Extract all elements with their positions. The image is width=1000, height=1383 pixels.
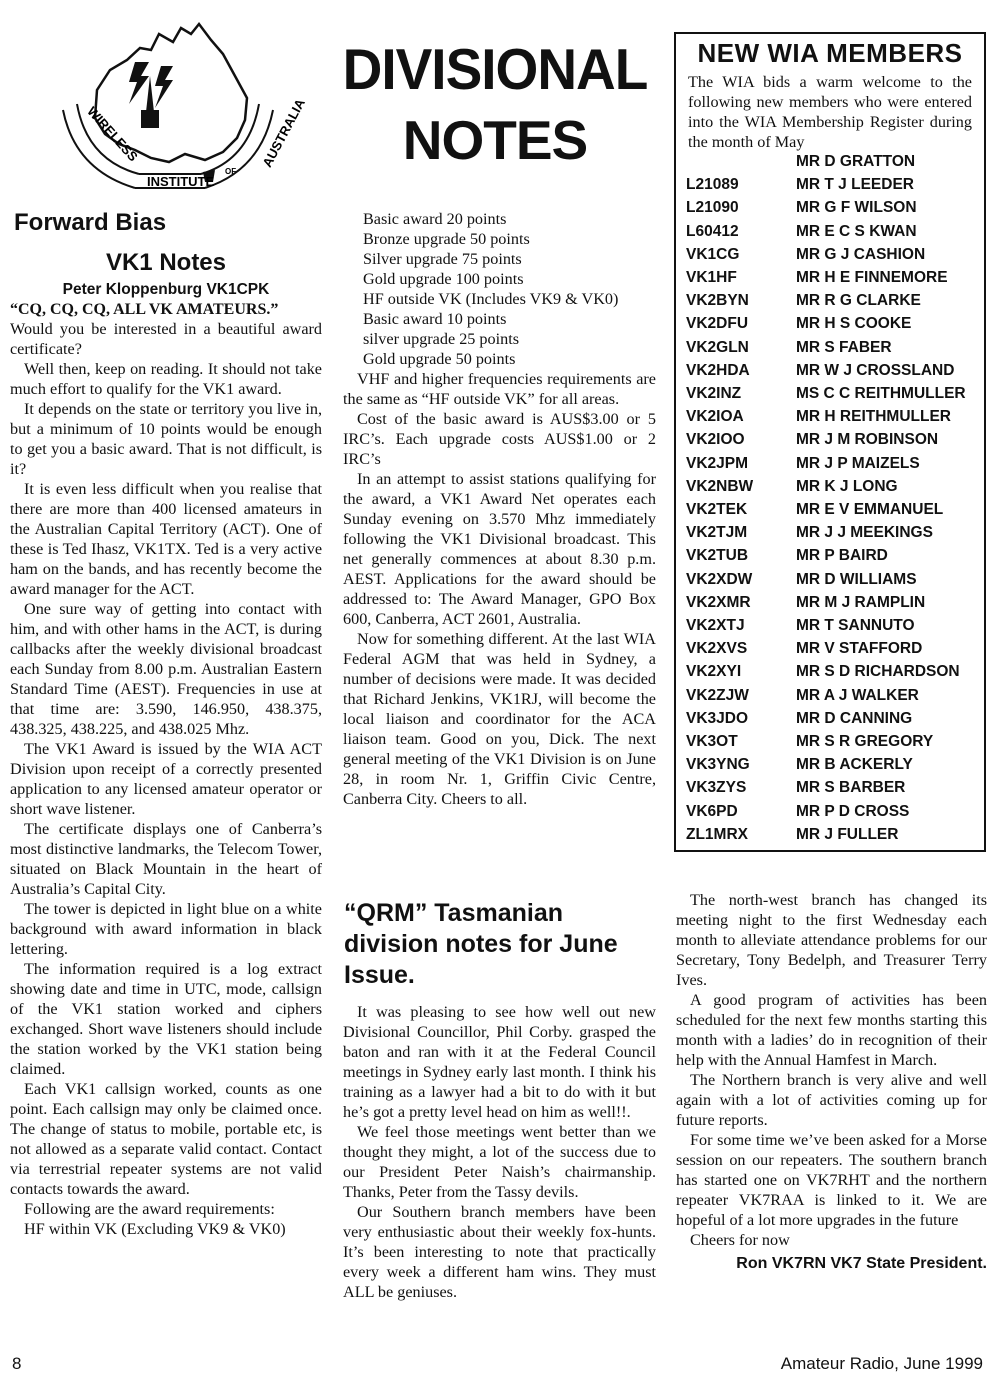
wia-emblem-graphic: [55, 20, 308, 195]
member-name: MR T SANNUTO: [796, 617, 915, 634]
member-callsign: VK1CG: [686, 245, 740, 263]
member-callsign: ZL1MRX: [686, 825, 748, 843]
member-name: MR D CANNING: [796, 709, 913, 727]
member-row: [676, 385, 984, 408]
paragraph: We feel those meetings went better than we thought they might, a lot of the success due to our President Peter Naish’s chairmanship. Thanks, Peter from the Tassy devils.: [343, 1123, 656, 1201]
member-row: [676, 617, 984, 640]
paragraph: Well then, keep on reading. It should not take much effort to qualify for the VK1 award.: [10, 360, 322, 398]
member-row: [676, 153, 984, 176]
member-name: MR G J CASHION: [796, 245, 926, 263]
member-row: [676, 687, 984, 710]
member-name: MR P D CROSS: [796, 802, 910, 820]
wia-logo: [55, 20, 308, 195]
member-row: [676, 710, 984, 733]
paragraph: Each VK1 callsign worked, counts as one point. Each callsign may only be claimed once. The change of status to mobile, portable etc, is not allowed as a separate valid contact. Contact via terrestrial repeater systems are not valid contacts towards the award.: [10, 1080, 322, 1198]
paragraph: Cheers for now: [690, 1231, 790, 1249]
member-row: [676, 547, 984, 570]
member-callsign: VK2DFU: [686, 315, 749, 333]
award-item: Gold upgrade 50 points: [363, 350, 516, 368]
member-name: MR S BARBER: [796, 779, 906, 797]
paragraph: Now for something different. At the last WIA Federal AGM that was held in Sydney, a number of decisions were made. It was decided that Richard Jenkins, VK1RJ, will become the local liaison and coordinator for the ACA liaison team. Good on you, Dick. The next general meeting of the VK1 Division is on June 28, in room Nr. 1, Griffin Civic Centre, Canberra City. Cheers to all.: [343, 630, 656, 808]
forward-bias-column: [10, 208, 322, 1239]
member-row: [676, 176, 984, 199]
member-callsign: VK2NBW: [686, 477, 754, 495]
paragraph: VHF and higher frequencies requirements are the same as “HF outside VK” for all areas.: [343, 370, 656, 408]
member-name: MR V STAFFORD: [796, 640, 923, 658]
member-row: [676, 408, 984, 431]
member-row: [676, 779, 984, 802]
page-title: [330, 36, 660, 171]
member-callsign: VK2ZJW: [686, 686, 749, 704]
member-callsign: L60412: [686, 222, 739, 240]
member-row: [676, 640, 984, 663]
member-callsign: VK2TUB: [686, 547, 749, 565]
member-name: MR J J MEEKINGS: [796, 524, 933, 542]
paragraph: Following are the award requirements:: [24, 1200, 275, 1218]
cq-call-line: “CQ, CQ, CQ, ALL VK AMATEURS.”: [10, 301, 279, 318]
qrm-column: [343, 1002, 656, 1302]
member-row: [676, 339, 984, 362]
logo-text-institute: INSTITUTE: [147, 174, 215, 189]
member-name: MR M J RAMPLIN: [796, 593, 926, 611]
member-name: MR D GRATTON: [796, 153, 916, 170]
member-name: MS C C REITHMULLER: [796, 385, 966, 402]
publication-footer: Amateur Radio, June 1999: [780, 1354, 983, 1373]
logo-text-australia: AUSTRALIA: [259, 96, 308, 170]
member-callsign: VK2BYN: [686, 292, 749, 310]
member-name: MR S D RICHARDSON: [796, 663, 960, 681]
paragraph: One sure way of getting into contact with him, and with other hams in the ACT, is during callbacks after the weekly divisional broadcast each Sunday from 8.00 p.m. Australian Eastern Standard Time (AEST). Frequencies in use at that time are: 3.590, 146.950, 438.375, 438.325, 438.225, and 438.025 Mhz.: [10, 600, 322, 738]
signature: Ron VK7RN VK7 State President.: [736, 1255, 987, 1272]
paragraph: It was pleasing to see how well out new Divisional Councillor, Phil Corby. grasped the baton and ran with it at the Federal Council meetings in Sydney early last month. I think his training as a lawyer had a bit to do with it but he’s got a pretty level head on him as well!!.: [343, 1003, 656, 1121]
member-row: [676, 826, 984, 849]
member-callsign: VK3ZYS: [686, 779, 747, 797]
member-callsign: VK2INZ: [686, 385, 742, 402]
paragraph: In an attempt to assist stations qualifying for the award, a VK1 Award Net operates each Sunday evening on 3.570 Mhz immediately following the VK1 Divisional broadcast. This net generally commences at about 8.30 p.m. AEST. Applications for the award should be addressed to: The Award Manager, GPO Box 600, Canberra, ACT 2601, Australia.: [343, 470, 656, 628]
logo-text-wireless: WIRELESS: [84, 103, 141, 165]
paragraph: It depends on the state or territory you live in, but a minimum of 10 points would be enough to get you a basic award. That is not difficult, is it?: [10, 400, 322, 478]
member-row: [676, 315, 984, 338]
new-members-box: [674, 32, 986, 852]
member-name: MR S FABER: [796, 338, 892, 356]
award-item: Basic award 10 points: [363, 310, 507, 328]
member-callsign: VK2HDA: [686, 361, 750, 379]
award-item: Silver upgrade 75 points: [363, 250, 522, 268]
title-line-1: DIVISIONAL: [342, 36, 648, 102]
title-line-2: NOTES: [402, 109, 588, 171]
member-callsign: VK3OT: [686, 733, 738, 750]
paragraph: The tower is depicted in light blue on a white background with award information in black lettering.: [10, 900, 322, 958]
member-callsign: VK3YNG: [686, 756, 750, 774]
award-list: [343, 209, 656, 369]
member-row: [676, 571, 984, 594]
member-row: [676, 362, 984, 385]
member-name: MR P BAIRD: [796, 547, 888, 565]
award-item: silver upgrade 25 points: [363, 330, 520, 348]
member-row: [676, 594, 984, 617]
member-row: [676, 478, 984, 501]
member-name: MR R G CLARKE: [796, 292, 921, 310]
member-callsign: VK2IOO: [686, 431, 745, 449]
member-name: MR J P MAIZELS: [796, 454, 920, 472]
article-author: Peter Kloppenburg VK1CPK: [62, 281, 270, 298]
member-row: [676, 292, 984, 315]
member-name: MR A J WALKER: [796, 686, 919, 704]
member-callsign: VK1HF: [686, 269, 737, 286]
member-callsign: VK2XMR: [686, 593, 751, 611]
member-callsign: VK2XYI: [686, 663, 742, 681]
member-name: MR H REITHMULLER: [796, 408, 951, 426]
member-row: [676, 455, 984, 478]
award-item: Bronze upgrade 50 points: [363, 230, 530, 248]
paragraph: For some time we’ve been asked for a Morse session on our repeaters. The southern branch has started one on VK7RHT and the northern repeater VK7RAA is linked to it. We are hopeful of a lot more upgrades in the future: [676, 1131, 987, 1229]
award-item: HF outside VK (Includes VK9 & VK0): [363, 290, 619, 308]
member-row: [676, 431, 984, 454]
member-callsign: VK2TEK: [686, 501, 748, 518]
paragraph: Cost of the basic award is AUS$3.00 or 5 IRC’s. Each upgrade costs AUS$1.00 or 2 IRC’s: [343, 410, 656, 468]
paragraph: The certificate displays one of Canberra’s most distinctive landmarks, the Telecom Tower, situated on Black Mountain in the heart of Australia’s Capital City.: [10, 820, 322, 898]
paragraph: The information required is a log extract showing date and time in UTC, mode, callsign of the VK1 station worked and ciphers exchanged. Short wave listeners should include the station worked by the VK1 station being claimed.: [10, 960, 322, 1078]
member-row: [676, 733, 984, 756]
member-name: MR G F WILSON: [796, 199, 917, 217]
qrm-heading: “QRM” Tasmanian division notes for June Issue.: [344, 899, 618, 989]
hf-within-line: HF within VK (Excluding VK9 & VK0): [24, 1220, 286, 1238]
new-members-intro: The WIA bids a warm welcome to the following new members who were entered into the WIA Membership Register during the month of May: [688, 73, 972, 151]
member-callsign: VK2GLN: [686, 338, 749, 356]
member-row: [676, 501, 984, 524]
member-name: MR D WILLIAMS: [796, 570, 917, 588]
member-name: MR B ACKERLY: [796, 756, 913, 774]
member-callsign: L21089: [686, 176, 739, 194]
member-callsign: VK6PD: [686, 802, 738, 820]
paragraph: It is even less difficult when you realise that there are more than 400 licensed amateurs in the Australian Capital Territory (ACT). One of these is Ted Ihasz, VK1TX. Ted is a very active ham on the bands, and has recently become the award manager for the ACT.: [10, 480, 322, 598]
member-name: MR S R GREGORY: [796, 733, 934, 750]
member-name: MR E C S KWAN: [796, 222, 917, 240]
member-callsign: VK2TJM: [686, 524, 748, 542]
member-row: [676, 524, 984, 547]
member-row: [676, 803, 984, 826]
paragraph: The VK1 Award is issued by the WIA ACT Division upon receipt of a correctly presented application to any licensed amateur operator or short wave listener.: [10, 740, 322, 818]
member-name: MR J FULLER: [796, 825, 899, 843]
member-callsign: L21090: [686, 199, 739, 217]
vk1-notes-heading: VK1 Notes: [105, 249, 227, 276]
page-number: 8: [12, 1354, 22, 1373]
paragraph: A good program of activities has been scheduled for the next few months starting this month with a ladies’ do in recognition of their help with the Annual Hamfest in March.: [676, 991, 987, 1069]
member-name: MR K J LONG: [796, 477, 898, 495]
member-name: MR H S COOKE: [796, 315, 912, 333]
member-name: MR W J CROSSLAND: [796, 361, 955, 379]
new-members-title: NEW WIA MEMBERS: [697, 38, 963, 68]
member-row: [676, 269, 984, 292]
award-item: Gold upgrade 100 points: [363, 270, 524, 288]
member-name: MR J M ROBINSON: [796, 431, 939, 449]
member-row: [676, 663, 984, 686]
member-callsign: VK2XTJ: [686, 617, 745, 634]
forward-bias-heading: Forward Bias: [14, 209, 167, 236]
member-callsign: VK2IOA: [686, 408, 744, 426]
member-callsign: VK3JDO: [686, 709, 749, 727]
member-row: [676, 199, 984, 222]
paragraph: The Northern branch is very alive and well again with a lot of activities coming up for future reports.: [676, 1071, 987, 1129]
qrm-column-continued: [676, 890, 987, 1275]
member-name: MR T J LEEDER: [796, 176, 914, 194]
member-name: MR E V EMMANUEL: [796, 501, 944, 518]
member-callsign: VK2XVS: [686, 640, 748, 658]
award-requirements-column: [343, 209, 656, 809]
member-callsign: VK2XDW: [686, 570, 753, 588]
logo-text-of: OF: [225, 167, 237, 176]
paragraph: Our Southern branch members have been very enthusiastic about their weekly fox-hunts. It’s been interesting to note that practically every week a different ham wins. They must ALL be geniuses.: [343, 1203, 656, 1301]
member-row: [676, 246, 984, 269]
member-row: [676, 223, 984, 246]
paragraph: Would you be interested in a beautiful award certificate?: [10, 320, 322, 358]
member-row: [676, 756, 984, 779]
member-name: MR H E FINNEMORE: [796, 269, 948, 286]
award-item: Basic award 20 points: [363, 210, 507, 228]
paragraph: The north-west branch has changed its meeting night to the first Wednesday each month to alleviate attendance problems for our Secretary, Tony Bedelph, and Treasurer Terry Ives.: [676, 891, 987, 989]
member-callsign: VK2JPM: [686, 454, 749, 472]
